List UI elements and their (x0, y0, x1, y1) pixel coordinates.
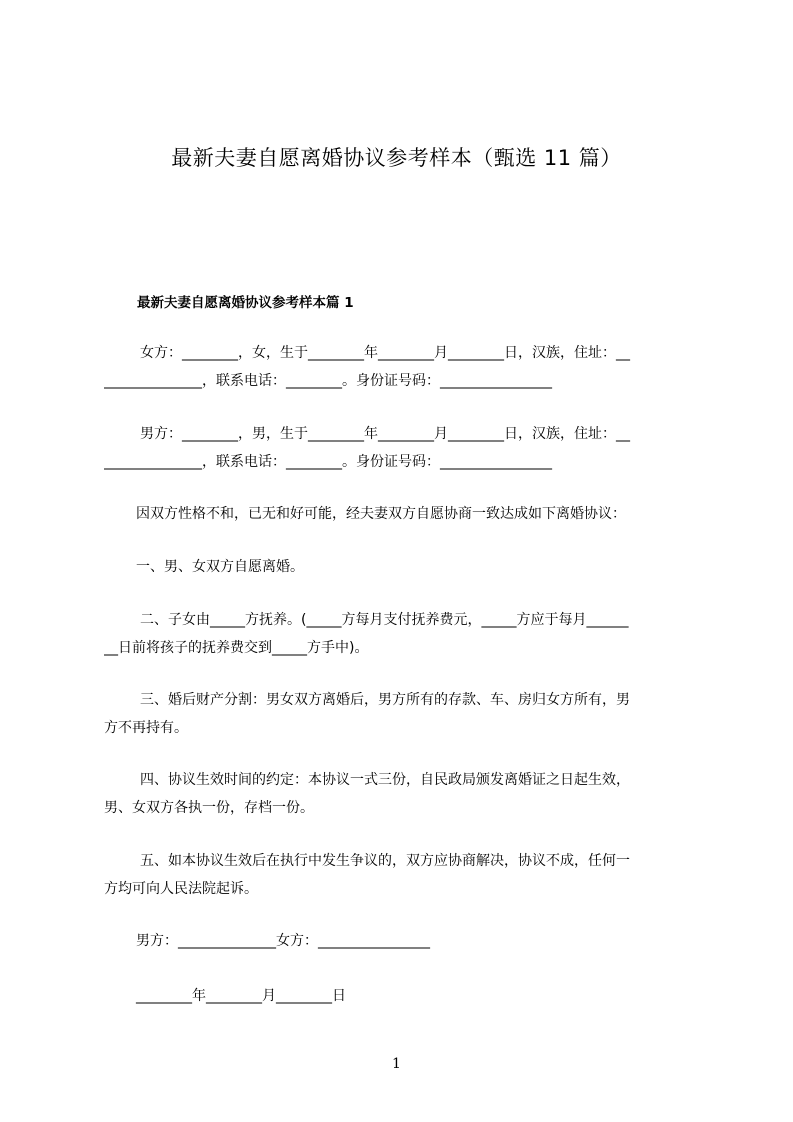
paragraph-line: 男方：________，男，生于________年________月________日，汉族，住址：__ (140, 426, 630, 442)
document-title: 最新夫妻自愿离婚协议参考样本（甄选 11 篇） (171, 146, 622, 170)
paragraph-line: __日前将孩子的抚养费交到_____方手中)。 (104, 640, 369, 656)
party-male-paragraph (104, 420, 702, 476)
paragraph-line: ______________，联系电话：________。身份证号码：________________ (104, 373, 552, 389)
paragraph-line: 四、协议生效时间的约定：本协议一式三份，自民政局颁发离婚证之日起生效， (140, 772, 630, 788)
paragraph-line: ________年________月________日 (136, 988, 346, 1004)
paragraph-line: ______________，联系电话：________。身份证号码：________________ (104, 454, 552, 470)
paragraph-line: 男方：______________女方：________________ (136, 933, 430, 949)
section-heading: 最新夫妻自愿离婚协议参考样本篇 1 (137, 295, 354, 311)
date-line (104, 982, 702, 1010)
paragraph-line: 女方：________，女，生于________年________月________日，汉族，住址：__ (140, 345, 630, 361)
paragraph-line: 五、如本协议生效后在执行中发生争议的，双方应协商解决，协议不成，任何一 (140, 853, 630, 869)
clause-4-paragraph (104, 766, 702, 822)
signature-line (104, 927, 702, 955)
preamble-paragraph (104, 500, 702, 528)
party-female-paragraph (104, 339, 702, 395)
paragraph-line: 因双方性格不和，已无和好可能，经夫妻双方自愿协商一致达成如下离婚协议： (136, 506, 626, 522)
page-number: 1 (392, 1056, 401, 1072)
clause-2-paragraph (104, 606, 702, 662)
paragraph-line: 男、女双方各执一份，存档一份。 (104, 800, 314, 816)
clause-5-paragraph (104, 847, 702, 903)
paragraph-line: 三、婚后财产分割：男女双方离婚后，男方所有的存款、车、房归女方所有，男 (140, 692, 630, 708)
paragraph-line: 方均可向人民法院起诉。 (104, 881, 258, 897)
clause-3-paragraph (104, 686, 702, 742)
paragraph-line: 一、男、女双方自愿离婚。 (136, 559, 304, 575)
paragraph-line: 方不再持有。 (104, 720, 188, 736)
paragraph-line: 二、子女由_____方抚养。(_____方每月支付抚养费元，_____方应于每月______ (140, 612, 629, 628)
clause-1-paragraph (104, 553, 702, 581)
